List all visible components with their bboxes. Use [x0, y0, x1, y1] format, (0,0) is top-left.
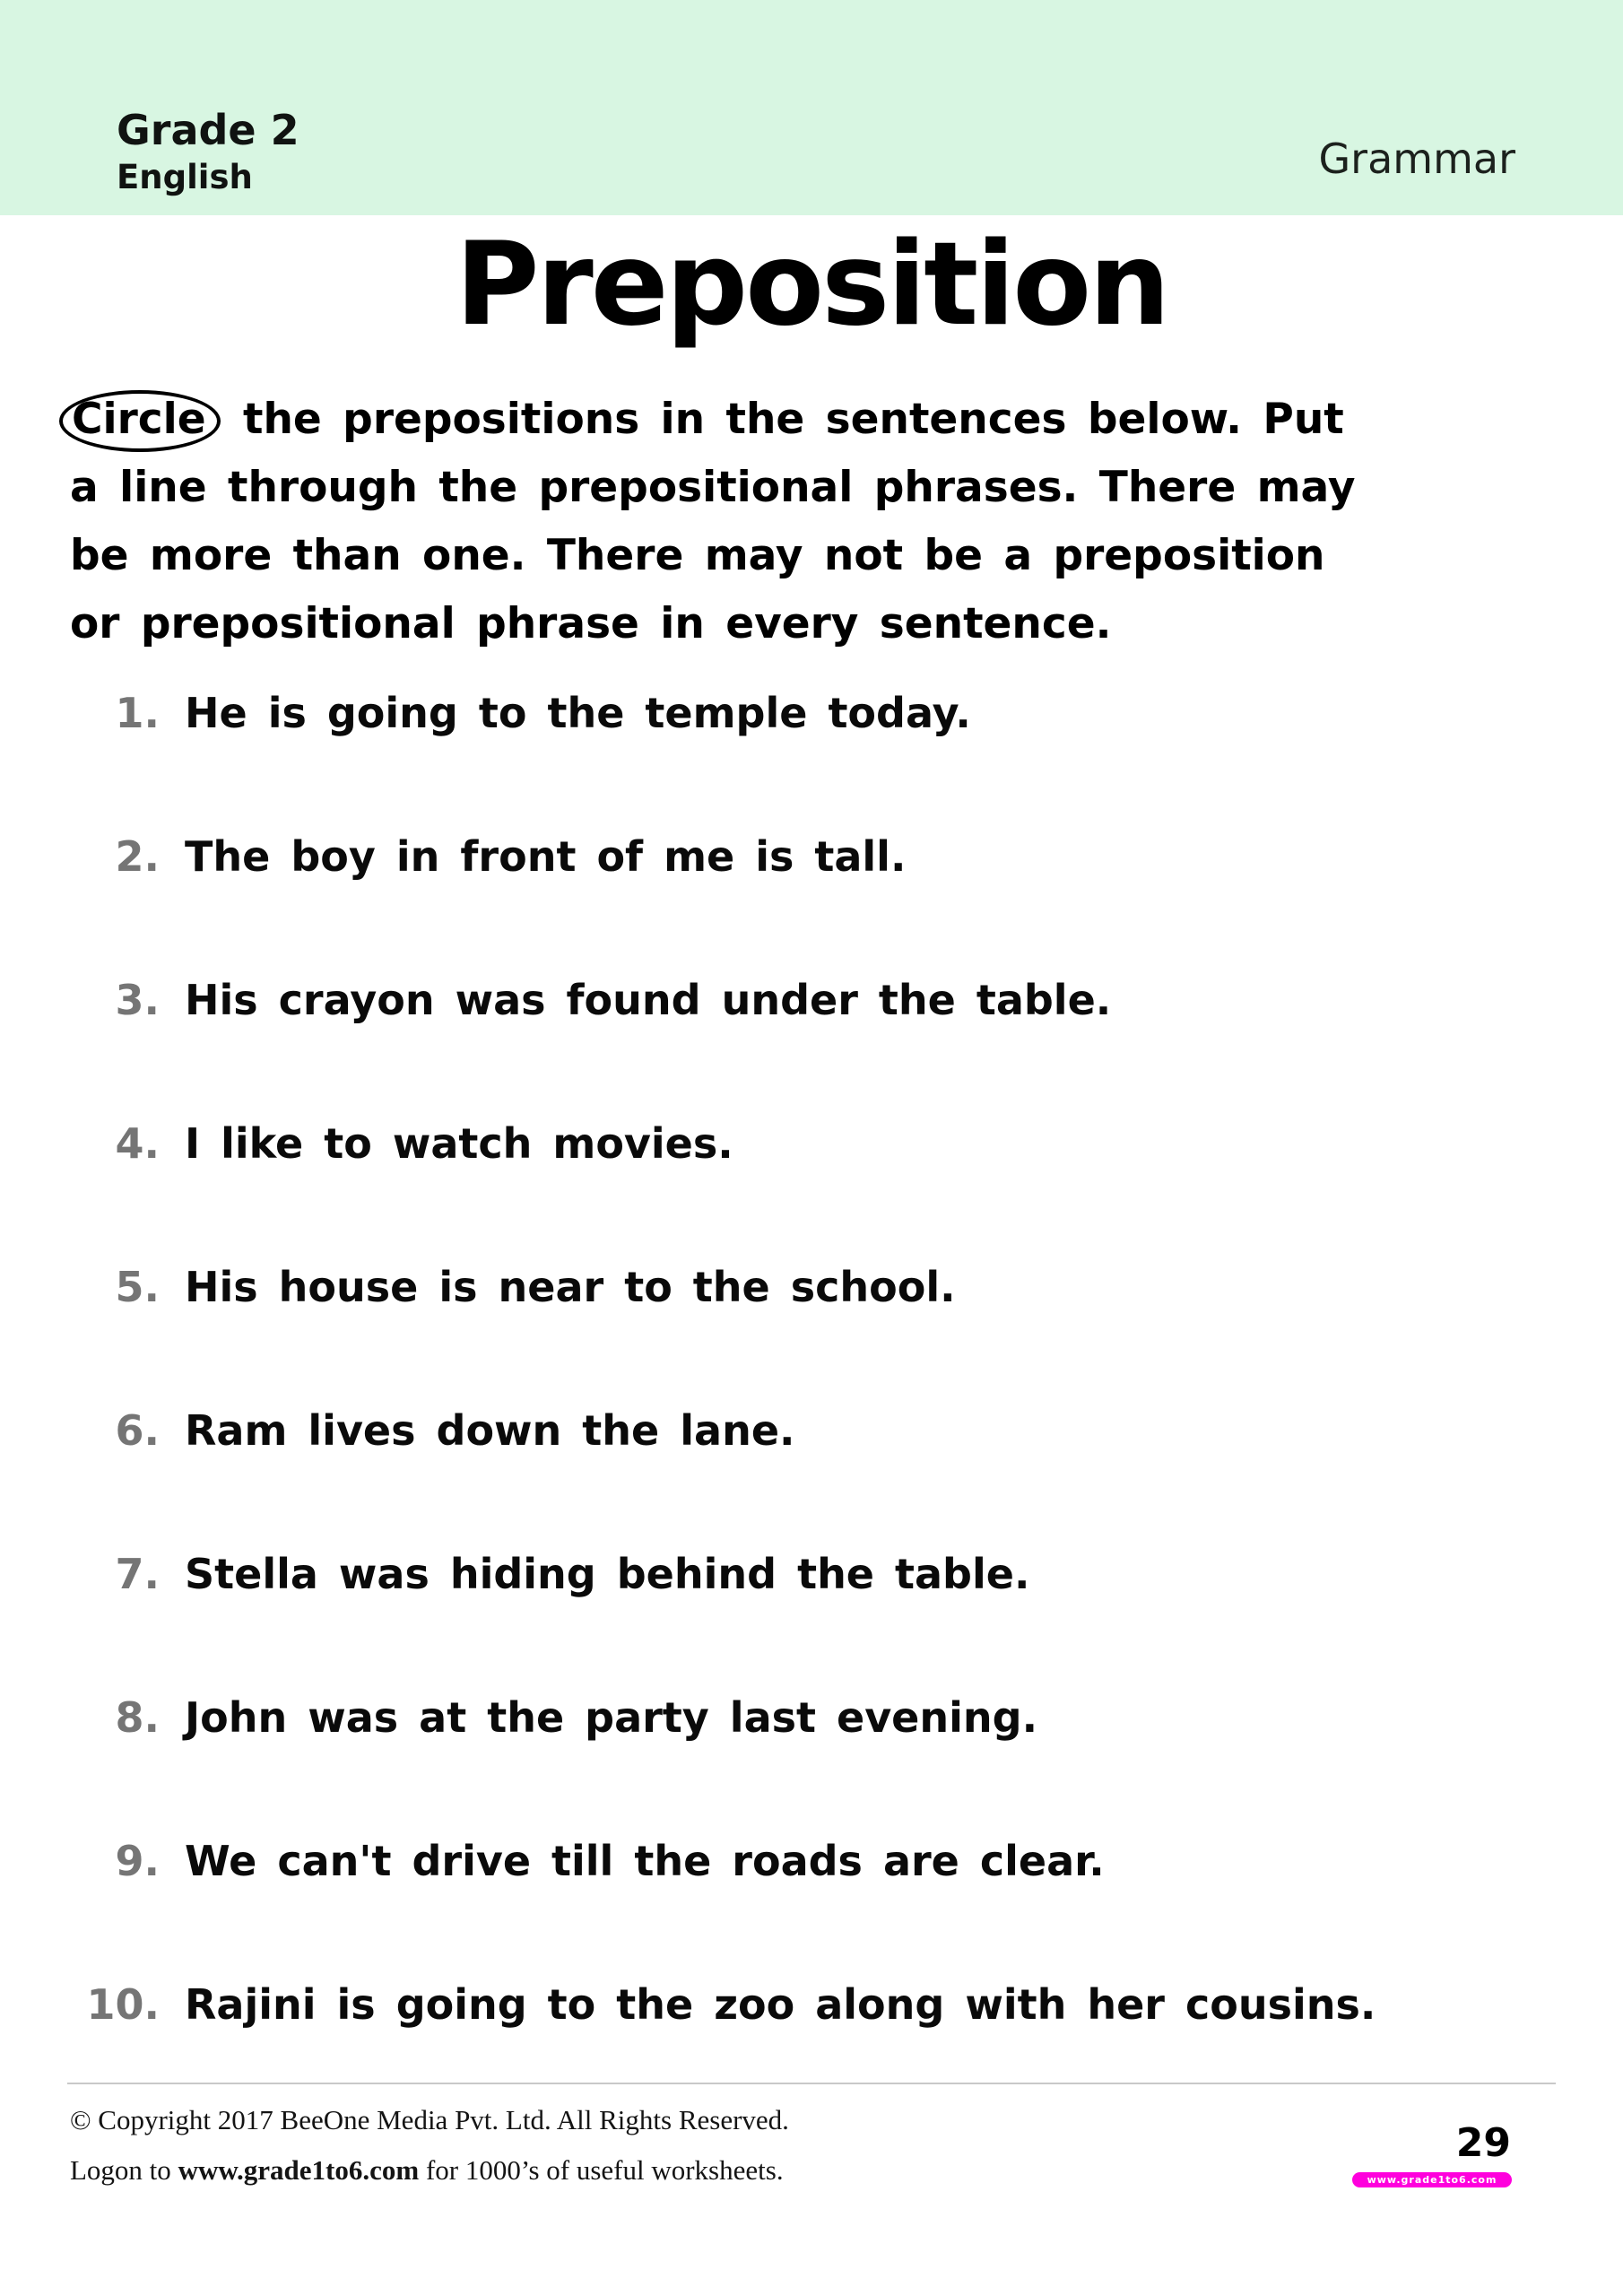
sentence-list	[0, 689, 1623, 2124]
sentence-number: 5.	[115, 1263, 160, 1311]
instructions-line-1-text: the prepositions in the sentences below. Put	[221, 395, 1344, 444]
sentence-number: 4.	[115, 1119, 160, 1168]
sentence-number: 7.	[115, 1550, 160, 1598]
subject-label: English	[117, 158, 253, 196]
sentence-item	[0, 976, 1623, 1119]
logon-text	[70, 2154, 784, 2187]
sentence-text: I like to watch movies.	[185, 1119, 733, 1168]
copyright-text: © Copyright 2017 BeeOne Media Pvt. Ltd. All Rights Reserved.	[70, 2104, 789, 2135]
instructions-line-1	[70, 386, 1585, 454]
footer-divider	[67, 2083, 1556, 2084]
page-title: Preposition	[455, 218, 1168, 352]
sentence-item	[0, 689, 1623, 832]
sentence-item	[0, 1119, 1623, 1263]
sentence-item	[0, 1406, 1623, 1550]
section-label: Grammar	[1318, 135, 1515, 183]
sentence-item	[0, 832, 1623, 976]
instructions-line-3: be more than one. There may not be a preposition	[70, 531, 1325, 580]
instructions	[70, 386, 1585, 658]
sentence-text: His crayon was found under the table.	[185, 976, 1112, 1024]
sentence-text: Ram lives down the lane.	[185, 1406, 795, 1455]
logon-suffix: for 1000’s of useful worksheets.	[419, 2154, 784, 2186]
grade-label: Grade 2	[117, 106, 299, 154]
sentence-number: 2.	[115, 832, 160, 881]
header-band	[0, 0, 1623, 215]
sentence-number: 3.	[115, 976, 160, 1024]
instructions-line-4: or prepositional phrase in every sentence.	[70, 599, 1112, 648]
sentence-item	[0, 1550, 1623, 1693]
sentence-number: 8.	[115, 1693, 160, 1742]
sentence-text: John was at the party last evening.	[185, 1693, 1038, 1742]
sentence-number: 9.	[115, 1837, 160, 1885]
sentence-text: Rajini is going to the zoo along with her cousins.	[185, 1980, 1376, 2029]
site-url: www.grade1to6.com	[178, 2154, 420, 2186]
instructions-line-2: a line through the prepositional phrases. There may	[70, 463, 1356, 512]
sentence-text: His house is near to the school.	[185, 1263, 956, 1311]
sentence-item	[0, 1693, 1623, 1837]
site-badge-label: www.grade1to6.com	[1367, 2174, 1497, 2186]
sentence-number: 10.	[86, 1980, 160, 2029]
sentence-text: The boy in front of me is tall.	[185, 832, 907, 881]
sentence-item	[0, 1263, 1623, 1406]
sentence-text: Stella was hiding behind the table.	[185, 1550, 1030, 1598]
sentence-number: 1.	[115, 689, 160, 737]
sentence-text: We can't drive till the roads are clear.	[185, 1837, 1105, 1885]
page-number: 29	[1455, 2120, 1511, 2166]
sentence-item	[0, 1980, 1623, 2124]
site-badge	[1352, 2172, 1512, 2187]
logon-prefix: Logon to	[70, 2154, 178, 2186]
sentence-text: He is going to the temple today.	[185, 689, 971, 737]
circled-word: Circle	[59, 390, 221, 452]
sentence-item	[0, 1837, 1623, 1980]
sentence-number: 6.	[115, 1406, 160, 1455]
